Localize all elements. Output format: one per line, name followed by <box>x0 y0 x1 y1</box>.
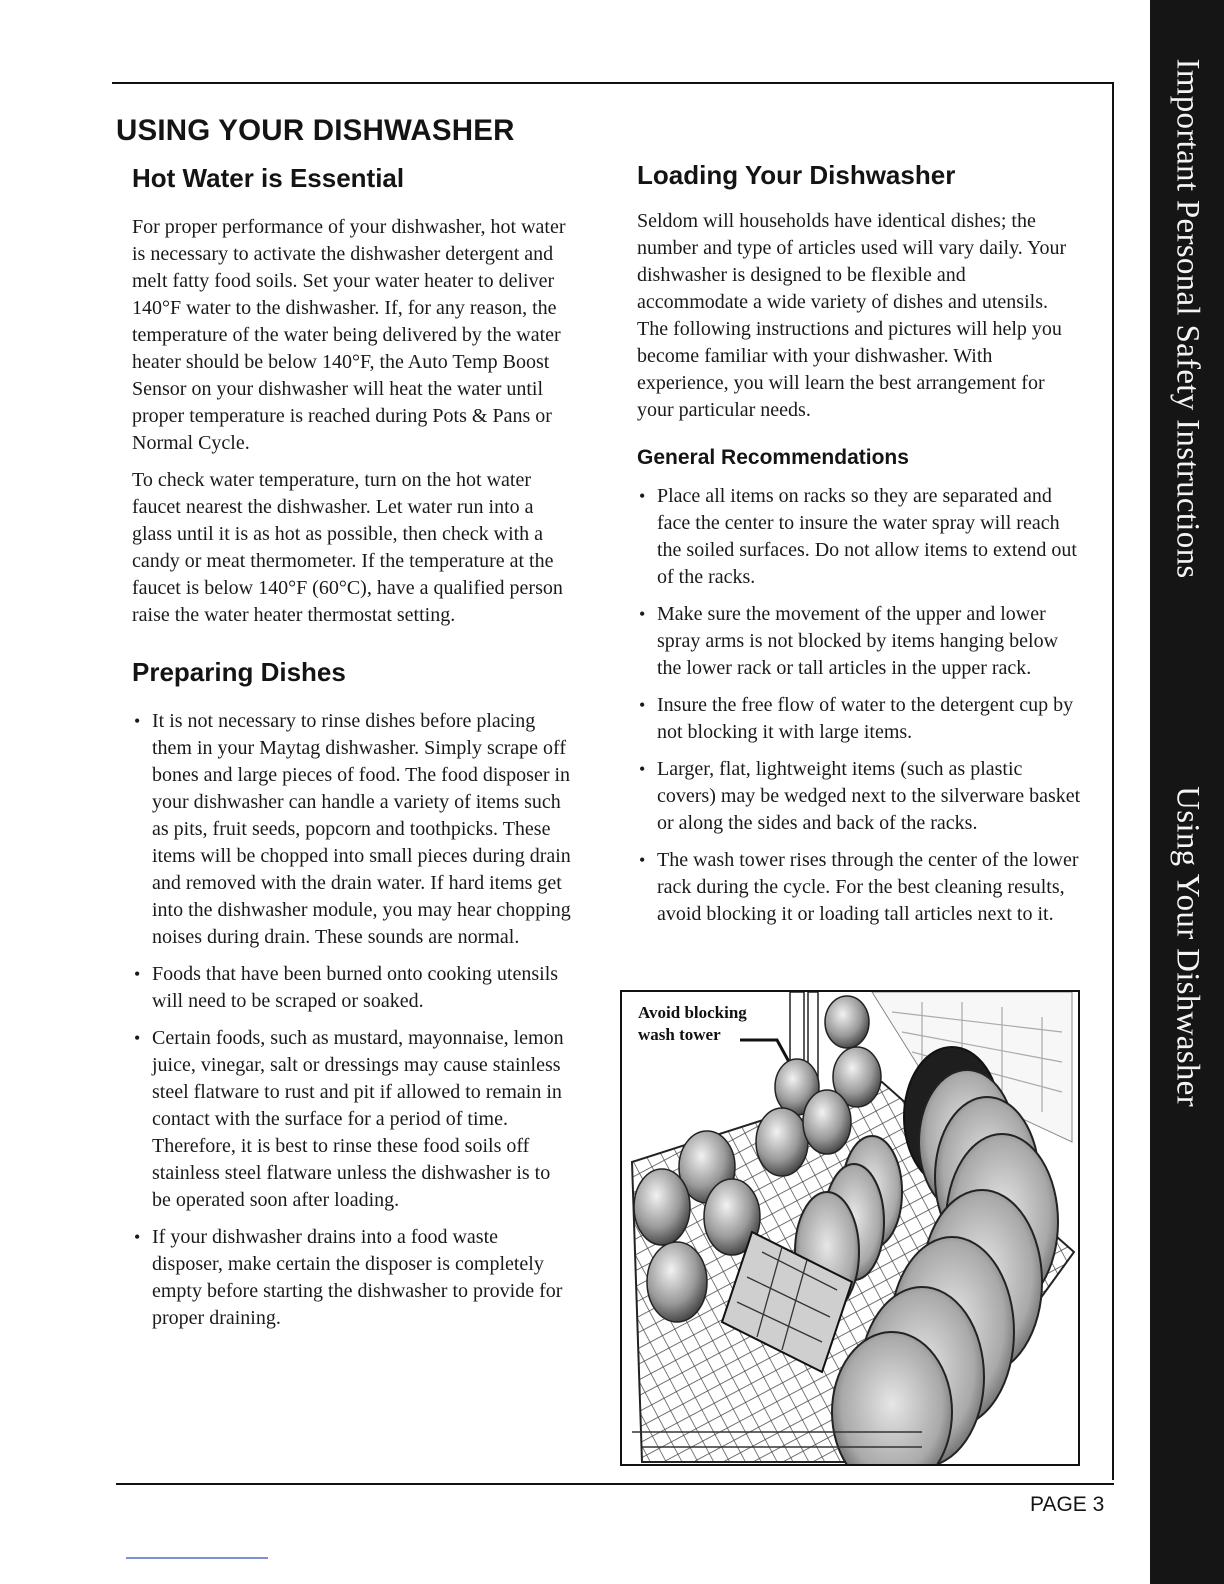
list-item: • Larger, flat, lightweight items (such as plastic covers) may be wedged next to the silverware basket or along the sides and back of the racks. <box>637 756 1081 837</box>
list-item: • If your dishwasher drains into a food waste disposer, make certain the disposer is completely empty before starting the dishwasher to provide for proper draining. <box>132 1224 572 1332</box>
left-column <box>132 163 572 1332</box>
hot-water-heading: Hot Water is Essential <box>132 163 405 193</box>
list-item: • Certain foods, such as mustard, mayonnaise, lemon juice, vinegar, salt or dressings may cause stainless steel flatware to rust and pit if allowed to remain in contact with the surface for a period of time. Therefore, it is best to rinse these food soils off stainless steel flatware unless the dishwasher is to be operated soon after loading. <box>132 1025 572 1214</box>
list-item: • Insure the free flow of water to the detergent cup by not blocking it with large items. <box>637 692 1081 746</box>
right-rule <box>1112 82 1114 1480</box>
figure-label-line-1: Avoid blocking <box>638 1003 747 1022</box>
figure-label-line-2: wash tower <box>638 1025 721 1044</box>
general-list <box>637 483 1081 928</box>
general-heading: General Recommendations <box>637 446 909 469</box>
list-item: • It is not necessary to rinse dishes before placing them in your Maytag dishwasher. Simply scrape off bones and large pieces of food. The food disposer in your dishwasher can handle a variety of items such as pits, fruit seeds, popcorn and toothpicks. These items will be chopped into small pieces during drain and removed with the drain water. If hard items get into the dishwasher module, you may hear chopping noises during drain. These sounds are normal. <box>132 708 572 951</box>
loading-paragraph: Seldom will households have identical dishes; the number and type of articles used will vary daily. Your dishwasher is designed to be flexible and accommodate a wide variety of dishes and utensils. The following instructions and pictures will help you become familiar with your dishwasher. With experience, you will learn the best arrangement for your particular needs. <box>637 210 1067 421</box>
top-rule <box>112 82 1114 84</box>
dishwasher-rack-illustration <box>620 990 1080 1466</box>
list-item: • Make sure the movement of the upper and lower spray arms is not blocked by items hanging below the lower rack or tall articles in the upper rack. <box>637 601 1081 682</box>
loading-heading: Loading Your Dishwasher <box>637 160 956 190</box>
preparing-heading: Preparing Dishes <box>132 657 346 687</box>
rack-drawing <box>622 992 1078 1464</box>
bottom-rule <box>116 1483 1114 1485</box>
side-tab <box>1150 0 1224 1584</box>
side-tab-safety: Important Personal Safety Instructions <box>1169 58 1206 579</box>
page-title: USING YOUR DISHWASHER <box>116 114 515 147</box>
list-item: • The wash tower rises through the center of the lower rack during the cycle. For the best cleaning results, avoid blocking it or loading tall articles next to it. <box>637 847 1081 928</box>
list-item: • Place all items on racks so they are separated and face the center to insure the water spray will reach the soiled surfaces. Do not allow items to extend out of the racks. <box>637 483 1081 591</box>
hot-water-paragraph-2: To check water temperature, turn on the hot water faucet nearest the dishwasher. Let water run into a glass until it is as hot as possible, then check with a candy or meat thermometer. If the temperature at the faucet is below 140°F (60°C), have a qualified person raise the water heater thermostat setting. <box>132 469 563 626</box>
hot-water-paragraph-1: For proper performance of your dishwasher, hot water is necessary to activate the dishwasher detergent and melt fatty food soils. Set your water heater to deliver 140°F water to the dishwasher. If, for any reason, the temperature of the water being delivered by the water heater should be below 140°F, the Auto Temp Boost Sensor on your dishwasher will heat the water until proper temperature is reached during Pots & Pans or Normal Cycle. <box>132 216 566 454</box>
right-column <box>637 160 1081 928</box>
page-number: PAGE 3 <box>1030 1493 1105 1516</box>
preparing-list <box>132 708 572 1332</box>
side-tab-using: Using Your Dishwasher <box>1169 786 1206 1107</box>
list-item: • Foods that have been burned onto cooking utensils will need to be scraped or soaked. <box>132 961 572 1015</box>
footer-line <box>126 1557 268 1559</box>
figure-label <box>638 1002 747 1046</box>
